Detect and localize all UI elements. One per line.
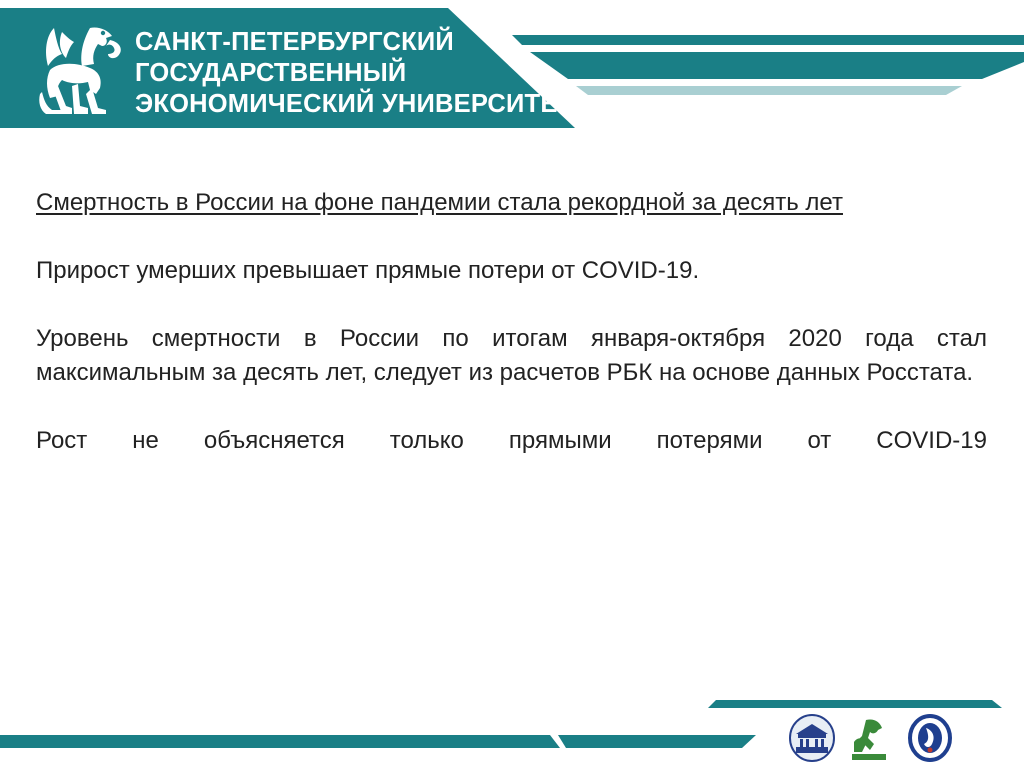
finek-emblem-icon xyxy=(852,719,886,760)
university-name-line-2: ГОСУДАРСТВЕННЫЙ xyxy=(135,59,407,87)
slide-content xyxy=(36,186,987,492)
university-name xyxy=(135,27,573,120)
partner-logos xyxy=(784,712,984,764)
footer-stripe-main-right xyxy=(668,735,756,748)
header-stripe-light xyxy=(576,86,962,95)
university-name-line-3: ЭКОНОМИЧЕСКИЙ УНИВЕРСИТЕТ xyxy=(135,90,574,118)
paragraph-2: Уровень смертности в России по итогам января-октября 2020 года стал максимальным за десять лет, следует из расчетов РБК на основе данных Росстата. xyxy=(36,325,987,386)
paragraph-1: Прирост умерших превышает прямые потери от COVID-19. xyxy=(36,257,700,284)
university-name-line-1: САНКТ-ПЕТЕРБУРГСКИЙ xyxy=(135,28,454,56)
footer-stripe-main-left xyxy=(0,735,560,748)
paragraph-3: Рост не объясняется только прямыми потерями от COVID-19 xyxy=(36,427,987,454)
header-stripe-top xyxy=(512,35,1024,45)
inzhekon-emblem-icon xyxy=(790,715,834,761)
footer-stripe-top xyxy=(708,700,1002,708)
third-partner-emblem-icon xyxy=(910,716,950,760)
headline-link[interactable]: Смертность в России на фоне пандемии стала рекордной за десять лет xyxy=(36,189,843,216)
griffin-icon xyxy=(36,22,126,120)
header-stripe-wide xyxy=(530,52,1024,79)
